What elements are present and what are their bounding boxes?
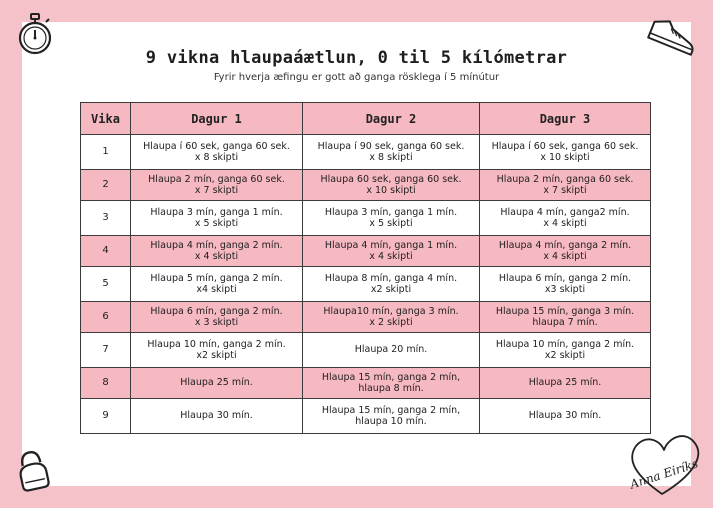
- cell-line: x 10 skipti: [366, 185, 416, 196]
- cell-line: Hlaupa10 mín, ganga 3 mín.: [323, 305, 459, 317]
- column-header-day-3: Dagur 3: [480, 103, 651, 135]
- column-header-day-1: Dagur 1: [131, 103, 303, 135]
- cell-line: x 7 skipti: [543, 185, 587, 196]
- cell-line: x2 skipti: [196, 350, 237, 361]
- cell-line: x2 skipti: [370, 284, 412, 295]
- cell-line: Hlaupa 30 mín.: [528, 410, 602, 422]
- cell-line: Hlaupa 15 mín, ganga 2 mín,: [321, 371, 461, 383]
- day-1-cell: [131, 302, 303, 333]
- day-1-cell: [131, 399, 303, 434]
- cell-line: x 8 skipti: [369, 152, 413, 163]
- day-2-cell: [303, 236, 480, 267]
- week-cell: 5: [81, 267, 131, 302]
- table-row: [81, 399, 651, 434]
- column-header-day-2: Dagur 2: [303, 103, 480, 135]
- cell-line: Hlaupa 4 mín, ganga 1 mín.: [324, 239, 458, 251]
- cell-line: Hlaupa 20 mín.: [354, 344, 428, 356]
- day-3-cell: [480, 236, 651, 267]
- table-row: [81, 201, 651, 236]
- table-row: [81, 368, 651, 399]
- cell-line: Hlaupa 8 mín, ganga 4 mín.: [324, 272, 458, 284]
- cell-line: Hlaupa í 90 sek, ganga 60 sek.: [317, 140, 465, 152]
- cell-line: x 5 skipti: [194, 218, 239, 229]
- table-row: [81, 333, 651, 368]
- cell-line: x 10 skipti: [540, 152, 590, 163]
- week-cell: 2: [81, 170, 131, 201]
- cell-line: Hlaupa 15 mín, ganga 3 mín.: [495, 305, 635, 317]
- cell-line: Hlaupa 10 mín, ganga 2 mín.: [495, 338, 635, 350]
- week-cell: 1: [81, 135, 131, 170]
- cell-line: Hlaupa 6 mín, ganga 2 mín.: [498, 272, 632, 284]
- day-3-cell: [480, 302, 651, 333]
- cell-line: x 2 skipti: [369, 317, 413, 328]
- plan-page: [22, 22, 691, 486]
- day-1-cell: [131, 236, 303, 267]
- day-2-cell: [303, 368, 480, 399]
- cell-line: x 4 skipti: [369, 251, 413, 262]
- signature-text: Anna Eiríks: [628, 456, 700, 492]
- cell-line: Hlaupa 5 mín, ganga 2 mín.: [150, 272, 283, 284]
- week-cell: 8: [81, 368, 131, 399]
- cell-line: Hlaupa 60 sek, ganga 60 sek.: [320, 173, 462, 185]
- day-2-cell: [303, 170, 480, 201]
- table-row: [81, 302, 651, 333]
- cell-line: hlaupa 7 mín.: [532, 317, 598, 328]
- day-3-cell: [480, 135, 651, 170]
- cell-line: Hlaupa í 60 sek, ganga 60 sek.: [143, 140, 290, 152]
- day-2-cell: [303, 302, 480, 333]
- week-cell: 4: [81, 236, 131, 267]
- table-row: [81, 236, 651, 267]
- day-3-cell: [480, 368, 651, 399]
- cell-line: Hlaupa 3 mín, ganga 1 mín.: [150, 206, 283, 218]
- page-subtitle: Fyrir hverja æfingu er gott að ganga rösklega í 5 mínútur: [213, 72, 500, 83]
- cell-line: Hlaupa 6 mín, ganga 2 mín.: [150, 305, 283, 317]
- cell-line: x3 skipti: [544, 284, 586, 295]
- cell-line: Hlaupa 2 mín, ganga 60 sek.: [148, 173, 285, 185]
- day-1-cell: [131, 135, 303, 170]
- day-2-cell: [303, 201, 480, 236]
- week-cell: 6: [81, 302, 131, 333]
- cell-line: x 4 skipti: [194, 251, 239, 262]
- cell-line: x 8 skipti: [194, 152, 239, 163]
- day-3-cell: [480, 267, 651, 302]
- heart-signature-icon: [618, 424, 710, 498]
- cell-line: Hlaupa í 60 sek, ganga 60 sek.: [491, 140, 639, 152]
- page-title: 9 vikna hlaupaáætlun, 0 til 5 kílómetrar: [145, 48, 568, 68]
- day-2-cell: [303, 333, 480, 368]
- cell-line: Hlaupa 30 mín.: [180, 410, 253, 422]
- table-row: [81, 135, 651, 170]
- cell-line: Hlaupa 25 mín.: [180, 377, 253, 389]
- table-header-row: [81, 103, 651, 135]
- column-header-week: Vika: [81, 103, 131, 135]
- day-3-cell: [480, 333, 651, 368]
- week-cell: 3: [81, 201, 131, 236]
- cell-line: Hlaupa 10 mín, ganga 2 mín.: [147, 338, 286, 350]
- week-cell: 7: [81, 333, 131, 368]
- cell-line: x 4 skipti: [543, 218, 587, 229]
- cell-line: hlaupa 8 mín.: [358, 383, 424, 394]
- table-row: [81, 170, 651, 201]
- table-row: [81, 267, 651, 302]
- cell-line: x 3 skipti: [194, 317, 239, 328]
- cell-line: x 7 skipti: [194, 185, 239, 196]
- cell-line: Hlaupa 15 mín, ganga 2 mín,: [321, 404, 461, 416]
- cell-line: hlaupa 10 mín.: [355, 416, 427, 427]
- cell-line: Hlaupa 25 mín.: [528, 377, 602, 389]
- day-1-cell: [131, 368, 303, 399]
- cell-line: x 5 skipti: [369, 218, 413, 229]
- kettlebell-icon: [12, 448, 54, 494]
- day-1-cell: [131, 267, 303, 302]
- cell-line: Hlaupa 4 mín, ganga 2 mín.: [498, 239, 632, 251]
- day-2-cell: [303, 267, 480, 302]
- table-body: [81, 135, 651, 434]
- cell-line: Hlaupa 2 mín, ganga 60 sek.: [496, 173, 634, 185]
- day-2-cell: [303, 399, 480, 434]
- sneaker-icon: [645, 12, 703, 58]
- day-3-cell: [480, 201, 651, 236]
- day-1-cell: [131, 170, 303, 201]
- day-3-cell: [480, 170, 651, 201]
- cell-line: Hlaupa 4 mín, ganga2 mín.: [500, 206, 630, 218]
- cell-line: x 4 skipti: [543, 251, 587, 262]
- cell-line: x2 skipti: [544, 350, 586, 361]
- schedule-table: [80, 102, 651, 434]
- cell-line: x4 skipti: [196, 284, 237, 295]
- stopwatch-icon: [14, 12, 56, 56]
- cell-line: Hlaupa 3 mín, ganga 1 mín.: [324, 206, 458, 218]
- day-1-cell: [131, 333, 303, 368]
- cell-line: Hlaupa 4 mín, ganga 2 mín.: [150, 239, 283, 251]
- week-cell: 9: [81, 399, 131, 434]
- day-1-cell: [131, 201, 303, 236]
- day-2-cell: [303, 135, 480, 170]
